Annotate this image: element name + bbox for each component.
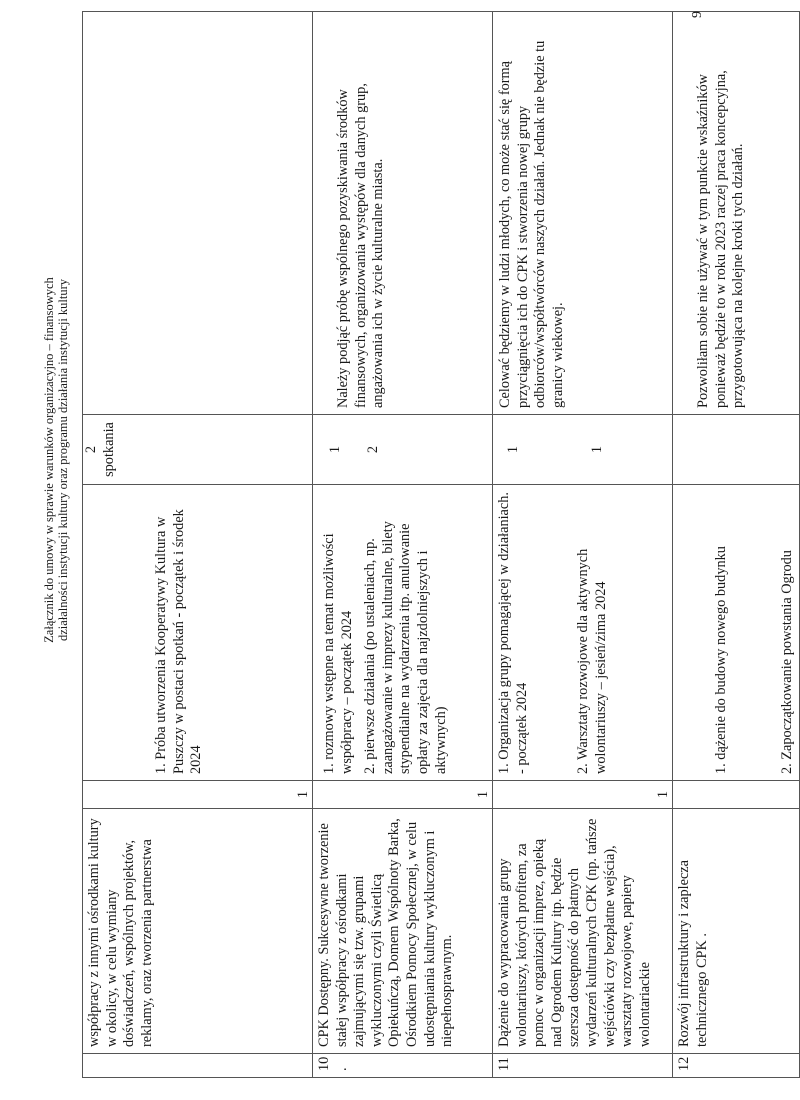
task-cell: Dążenie do wypracowania grupy wolontariuszy, których profitem, za pomoc w organizacji imprez, opieką nad Ogrodem Kultury itp. będzie szersza dostępność do płatnych wydarzeń kulturalnych CPK (np. tańsze wejściówki czy bezpłatne wejścia), warsztaty rozwojowe, papiery wolontariackie (493, 809, 673, 1054)
priority-cell: 1 (493, 781, 673, 809)
row-number (83, 1054, 313, 1078)
actions-cell (493, 485, 673, 781)
row-number: 11 (493, 1054, 673, 1078)
row-number: 10 . (313, 1054, 493, 1078)
actions-cell (673, 485, 800, 781)
header-line-2: działalności instytucji kultury oraz programu działania instytucji kultury (56, 278, 70, 642)
table-row (83, 12, 313, 1078)
table-row (673, 12, 800, 1078)
count-value: 2 (364, 445, 381, 454)
notes-cell: Celować będziemy w ludzi młodych, co może stać się formą przyciągnięcia ich do CPK i stworzenia nowej grupy odbiorców/współtwórców naszych działań. Jednak nie będzie tu granicy wiekowej. (493, 12, 673, 415)
action-item: 2. pierwsze działania (po ustaleniach, np. zaangażowanie w imprezy kulturalne, bilety stypendialne na wydarzenia itp. anulowanie opłaty za zajęcia dla najzdolniejszych i aktywnych) (362, 521, 449, 774)
action-item: 1. Próba utworzenia Kooperatywy Kultura w Puszczy w postaci spotkań - początek i środek 2024 (153, 509, 205, 774)
action-item: 2. Zapoczątkowanie powstania Ogrodu (778, 550, 795, 774)
priority-cell: 1 (313, 781, 493, 809)
header-line-1: Załącznik do umowy w sprawie warunków organizacyjno – finansowych (42, 277, 56, 643)
count-cell (493, 415, 673, 485)
task-cell: współpracy z innymi ośrodkami kultury w okolicy, w celu wymiany doświadczeń, wspólnych projektów, reklamy, oraz tworzenia partnerstwa (83, 809, 313, 1054)
action-item: 1. dążenie do budowy nowego budynku (713, 546, 729, 774)
table-row (313, 12, 493, 1078)
notes-cell: Pozwoliłam sobie nie używać w tym punkcie wskaźników ponieważ będzie to w roku 2023 raczej praca koncepcyjna, przygotowująca na kolejne kroki tych działań. (673, 12, 800, 415)
task-cell: Rozwój infrastruktury i zaplecza technicznego CPK . (673, 809, 800, 1054)
task-cell: CPK Dostępny. Sukcesywne tworzenie stałej współpracy z ośrodkami zajmującymi się tzw. grupami wykluczonymi czyli Świetlicą Opiekuńczą, Domem Wspólnoty Barka, Ośrodkiem Pomocy Społecznej, w celu udostępniania kultury wykluczonym i niepełnosprawnym. (313, 809, 493, 1054)
notes-cell (83, 12, 313, 415)
action-item: 2. Warsztaty rozwojowe dla aktywnych wolontariuszy – jesień/zima 2024 (575, 548, 609, 774)
actions-cell (83, 485, 313, 781)
count-value: 1 (327, 445, 343, 454)
count-value: 2 (83, 445, 99, 454)
actions-cell (313, 485, 493, 781)
page-number: 9 (690, 11, 705, 18)
count-cell (673, 415, 800, 485)
table-row (493, 12, 673, 1078)
program-table (82, 11, 800, 1078)
count-cell (313, 415, 493, 485)
action-item: 1. rozmowy wstępne na temat możliwości współpracy – początek 2024 (321, 533, 355, 774)
action-item: 1. Organizacja grupy pomagającej w działaniach. - początek 2024 (496, 492, 530, 774)
count-cell (83, 415, 313, 485)
row-number: 12 (673, 1054, 800, 1078)
notes-cell: Należy podjąć próbę wspólnego pozyskiwania środków finansowych, organizowania występów dla danych grup, angażowania ich w życie kulturalne miasta. (313, 12, 493, 415)
count-value: 1 (588, 445, 605, 454)
count-value: 1 (505, 445, 521, 454)
priority-cell: 1 (673, 781, 800, 809)
count-value: spotkania (100, 422, 117, 477)
priority-cell (83, 781, 313, 809)
